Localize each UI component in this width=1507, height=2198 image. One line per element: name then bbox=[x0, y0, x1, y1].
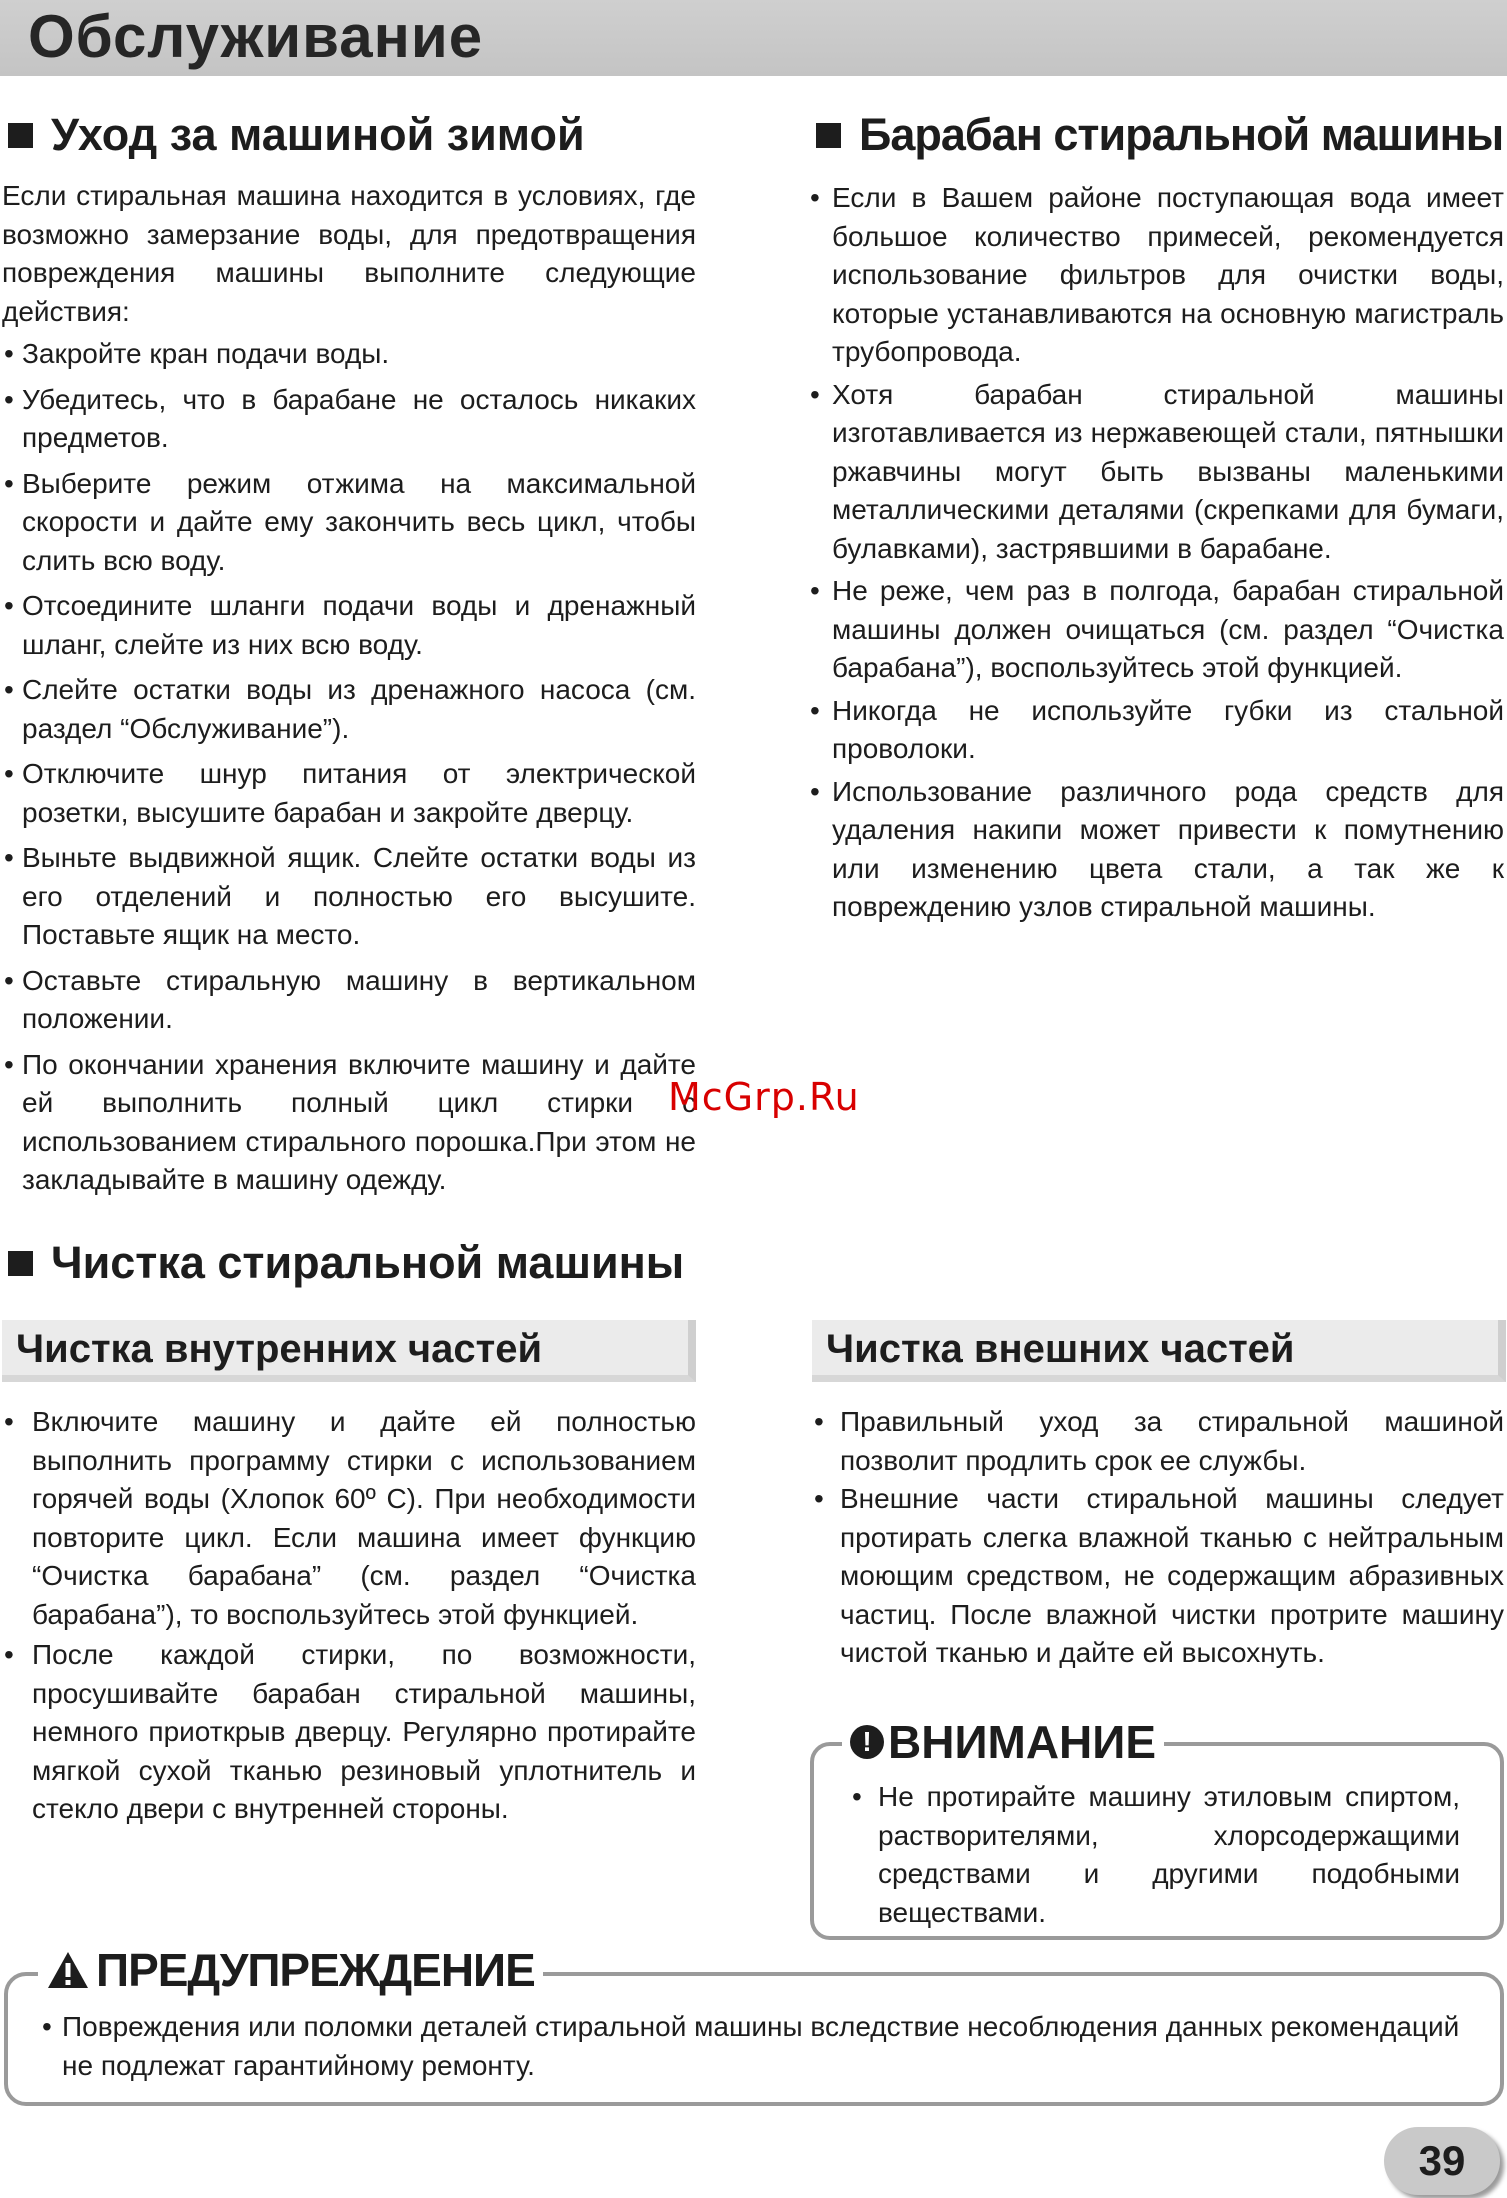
warning-header bbox=[38, 1938, 543, 2002]
watermark: McGrp.Ru bbox=[668, 1075, 860, 1119]
section-title-text: Чистка стиральной машины bbox=[51, 1237, 685, 1288]
section-square-icon bbox=[8, 123, 33, 148]
list-item: • Убедитесь, что в барабане не осталось никаких предметов. bbox=[2, 381, 696, 458]
section-title-text: Барабан стиральной машины bbox=[859, 109, 1504, 160]
notice-label: ВНИМАНИЕ bbox=[888, 1716, 1157, 1768]
section-square-icon bbox=[8, 1251, 33, 1276]
list-item: • Если в Вашем районе поступающая вода имеет большое количество примесей, рекомендуется использование фильтров для очистки воды, которые устанавливаются на основную магистраль трубопровода. bbox=[810, 179, 1504, 372]
winter-care-section bbox=[2, 105, 696, 1207]
winter-intro: Если стиральная машина находится в условиях, где возможно замерзание воды, для предотвращения повреждения машины выполните следующие действия: bbox=[2, 180, 696, 327]
exclamation-circle-icon: ! bbox=[850, 1725, 884, 1759]
list-item: • Выньте выдвижной ящик. Слейте остатки воды из его отделений и полностью его высушите. Поставьте ящик на место. bbox=[2, 839, 696, 955]
drum-list bbox=[810, 179, 1504, 927]
subhead-title: Чистка внутренних частей bbox=[16, 1327, 543, 1371]
warning-box bbox=[4, 1944, 1504, 2106]
subhead-title: Чистка внешних частей bbox=[826, 1327, 1295, 1371]
page-header bbox=[0, 0, 1507, 76]
warning-list bbox=[40, 2008, 1460, 2085]
notice-box bbox=[810, 1716, 1504, 1940]
list-item: • Включите машину и дайте ей полностью выполнить программу стирки с использованием горячей воды (Хлопок 60º С). При необходимости повторите цикл. Если машина имеет функцию “Очистка барабана” (см. раздел “Очистка барабана”), то воспользуйтесь этой функцией. bbox=[2, 1403, 696, 1634]
list-item: • Закройте кран подачи воды. bbox=[2, 335, 696, 374]
list-item: • Правильный уход за стиральной машиной позволит продлить срок ее службы. bbox=[812, 1403, 1504, 1480]
list-item: • После каждой стирки, по возможности, просушивайте барабан стиральной машины, немного приоткрыв дверцу. Регулярно протирайте мягкой сухой тканью резиновый уплотнитель и стекло двери с внутренней стороны. bbox=[2, 1636, 696, 1829]
list-item: • Не протирайте машину этиловым спиртом, растворителями, хлорсодержащими средствами и другими подобными веществами. bbox=[850, 1778, 1460, 1932]
warning-triangle-icon bbox=[46, 1950, 90, 1990]
list-item: • Повреждения или поломки деталей стиральной машины вследствие несоблюдения данных рекомендаций не подлежат гарантийному ремонту. bbox=[40, 2008, 1460, 2085]
list-item: • Не реже, чем раз в полгода, барабан стиральной машины должен очищаться (см. раздел “Очистка барабана”), воспользуйтесь этой функцией. bbox=[810, 572, 1504, 688]
cleaning-section bbox=[2, 1233, 902, 1293]
subhead-inner-cleaning bbox=[2, 1320, 696, 1382]
subhead-outer-cleaning bbox=[812, 1320, 1506, 1382]
outer-cleaning-block bbox=[812, 1403, 1504, 1673]
notice-header bbox=[842, 1712, 1164, 1772]
list-item: • Отключите шнур питания от электрической розетки, высушите барабан и закройте дверцу. bbox=[2, 755, 696, 832]
inner-cleaning-block bbox=[2, 1403, 696, 1831]
list-item: • Оставьте стиральную машину в вертикальном положении. bbox=[2, 962, 696, 1039]
list-item: • Хотя барабан стиральной машины изготавливается из нержавеющей стали, пятнышки ржавчины могут быть вызваны маленькими металлическими деталями (скрепками для бумаги, булавками), застрявшими в барабане. bbox=[810, 376, 1504, 569]
list-item: • По окончании хранения включите машину и дайте ей выполнить полный цикл стирки с использованием стирального порошка.При этом не закладывайте в машину одежду. bbox=[2, 1046, 696, 1200]
notice-list bbox=[850, 1778, 1460, 1932]
list-item: • Слейте остатки воды из дренажного насоса (см. раздел “Обслуживание”). bbox=[2, 671, 696, 748]
list-item: • Никогда не используйте губки из стальной проволоки. bbox=[810, 692, 1504, 769]
list-item: • Внешние части стиральной машины следует протирать слегка влажной тканью с нейтральным моющим средством, не содержащим абразивных частиц. После влажной чистки протрите машину чистой тканью и дайте ей высохнуть. bbox=[812, 1480, 1504, 1673]
page-number: 39 bbox=[1384, 2127, 1500, 2195]
section-title-drum bbox=[810, 105, 1504, 165]
winter-list bbox=[2, 335, 696, 1200]
list-item: • Отсоедините шланги подачи воды и дренажный шланг, слейте из них всю воду. bbox=[2, 587, 696, 664]
page-title: Обслуживание bbox=[28, 3, 484, 70]
list-item: • Выберите режим отжима на максимальной скорости и дайте ему закончить весь цикл, чтобы слить всю воду. bbox=[2, 465, 696, 581]
section-title-cleaning bbox=[2, 1233, 902, 1293]
list-item: • Использование различного рода средств для удаления накипи может привести к помутнению или изменению цвета стали, а так же к повреждению узлов стиральной машины. bbox=[810, 773, 1504, 927]
drum-section bbox=[810, 105, 1504, 931]
outer-list bbox=[812, 1403, 1504, 1673]
section-title-text: Уход за машиной зимой bbox=[51, 109, 585, 160]
warning-label: ПРЕДУПРЕЖДЕНИЕ bbox=[96, 1944, 535, 1996]
inner-list bbox=[2, 1403, 696, 1829]
section-title-winter bbox=[2, 105, 696, 165]
section-square-icon bbox=[816, 123, 841, 148]
